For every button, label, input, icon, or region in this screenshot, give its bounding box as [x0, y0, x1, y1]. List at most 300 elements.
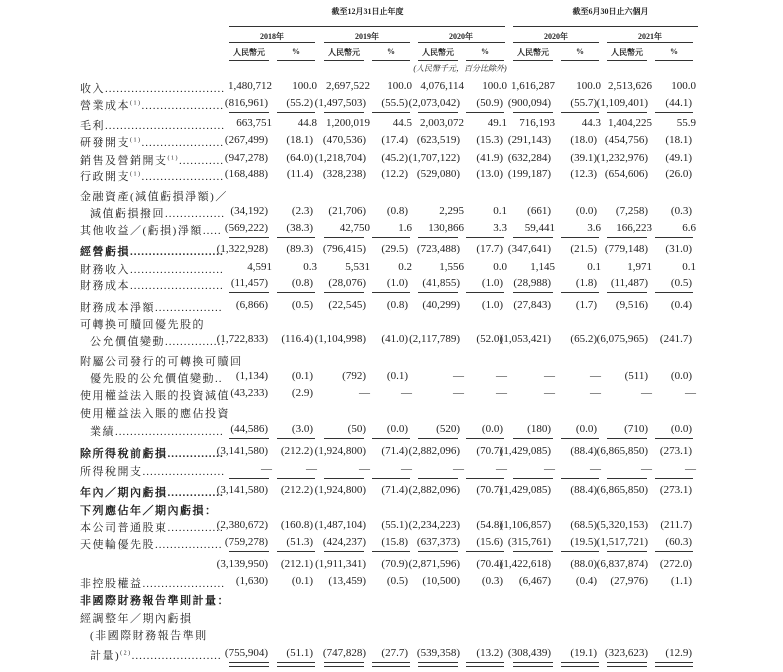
total-double-rule: [561, 662, 599, 667]
row-label: 營業成本$^{(1)}$......................: [80, 100, 224, 112]
subtotal-rule: [418, 438, 458, 439]
value-rmb: (1,911,341): [315, 558, 366, 570]
value-pct: (0.1): [386, 370, 408, 382]
table-row: [0, 575, 783, 591]
leader-dots: ......................: [142, 578, 225, 590]
subtotal-rule: [607, 478, 647, 479]
leader-dots: ......................: [142, 466, 225, 478]
total-double-rule: [372, 662, 410, 667]
value-rmb: (6,865,850): [596, 445, 648, 457]
value-pct: (0.0): [386, 423, 408, 435]
value-pct: 6.6: [682, 222, 696, 234]
subtotal-rule: [513, 551, 553, 552]
value-rmb: (3,139,950): [216, 558, 268, 570]
value-pct: (51.3): [286, 536, 313, 548]
subtotal-rule: [372, 478, 410, 479]
subtotal-rule: [607, 112, 647, 113]
value-rmb: (2,380,672): [216, 519, 268, 531]
value-rmb: (1,429,085): [499, 445, 551, 457]
row-label: 可轉換可贖回優先股的: [80, 319, 205, 331]
subtotal-rule: [561, 237, 599, 238]
rule: [372, 60, 410, 61]
subtotal-rule: [607, 237, 647, 238]
value-pct: (88.4): [570, 484, 597, 496]
row-label: 下列應佔年／期內虧損：: [80, 505, 218, 517]
subtotal-rule: [466, 478, 504, 479]
rule: [418, 60, 458, 61]
rule: [607, 60, 647, 61]
subtotal-rule: [607, 292, 647, 293]
value-pct: (212.1): [280, 558, 313, 570]
table-row: [0, 333, 783, 349]
leader-dots: .........................: [130, 280, 224, 292]
subtotal-rule: [466, 112, 504, 113]
value-rmb: 716,193: [519, 117, 555, 129]
subtotal-rule: [372, 292, 410, 293]
value-rmb: (168,488): [224, 168, 268, 180]
value-rmb: (529,080): [416, 168, 460, 180]
subtotal-rule: [324, 478, 364, 479]
value-pct: (160.8): [280, 519, 313, 531]
table-row: [0, 370, 783, 386]
rule: [655, 60, 693, 61]
value-rmb: 2,697,522: [326, 80, 370, 92]
row-label: 所得稅開支......................: [80, 466, 225, 478]
rule: [466, 60, 504, 61]
value-pct: —: [685, 387, 696, 399]
value-rmb: —: [453, 370, 464, 382]
subtotal-rule: [655, 438, 693, 439]
value-rmb: —: [453, 463, 464, 475]
column-header-pct: %: [670, 47, 678, 56]
footnote-marker: (1): [167, 155, 179, 162]
value-rmb: (40,299): [422, 299, 460, 311]
value-pct: (1.0): [386, 277, 408, 289]
value-rmb: (328,238): [322, 168, 366, 180]
rule: [324, 60, 364, 61]
value-rmb: 1,480,712: [228, 80, 272, 92]
value-pct: (0.8): [386, 205, 408, 217]
value-rmb: (755,904): [224, 647, 268, 659]
value-pct: —: [401, 387, 412, 399]
value-rmb: (747,828): [322, 647, 366, 659]
rule: [277, 60, 315, 61]
value-rmb: (41,855): [422, 277, 460, 289]
column-header-pct: %: [576, 47, 584, 56]
value-rmb: (9,516): [615, 299, 648, 311]
leader-dots: ......................: [141, 100, 224, 112]
value-pct: (17.7): [476, 243, 503, 255]
rule: [418, 42, 505, 43]
table-row: [0, 117, 783, 133]
value-rmb: (1,924,800): [314, 484, 366, 496]
header-six-month-group: 截至6月30日止六個月: [572, 7, 649, 16]
column-header-rmb: 人民幣元: [422, 48, 454, 57]
row-label: 業績.............................: [90, 426, 224, 438]
value-rmb: (6,837,874): [596, 558, 648, 570]
subtotal-rule: [466, 551, 504, 552]
value-pct: (50.9): [476, 97, 503, 109]
value-pct: —: [496, 387, 507, 399]
header-year-2020-6m: 2020年: [544, 32, 568, 41]
subtotal-rule: [277, 551, 315, 552]
row-label: 經營虧損.........................: [80, 246, 224, 258]
value-rmb: (22,545): [328, 299, 366, 311]
row-label: 附屬公司發行的可轉換可贖回: [80, 356, 243, 368]
row-label: 研發開支$^{(1)}$......................: [80, 137, 224, 149]
value-rmb: 2,513,626: [608, 80, 652, 92]
table-row: [0, 222, 783, 238]
value-rmb: (623,519): [416, 134, 460, 146]
value-rmb: (315,761): [507, 536, 551, 548]
value-pct: —: [496, 370, 507, 382]
table-row: [0, 97, 783, 113]
subtotal-rule: [513, 438, 553, 439]
value-pct: (70.9): [381, 558, 408, 570]
value-pct: (44.1): [665, 97, 692, 109]
subtotal-rule: [324, 237, 364, 238]
rule: [607, 42, 693, 43]
value-pct: (0.8): [291, 277, 313, 289]
value-rmb: —: [261, 463, 272, 475]
subtotal-rule: [607, 551, 647, 552]
value-rmb: 663,751: [236, 117, 272, 129]
value-rmb: (2,871,596): [408, 558, 460, 570]
subtotal-rule: [418, 478, 458, 479]
value-rmb: (180): [527, 423, 551, 435]
table-row: [0, 536, 783, 552]
value-pct: (55.7): [570, 97, 597, 109]
value-pct: 1.6: [398, 222, 412, 234]
value-rmb: (27,976): [610, 575, 648, 587]
table-row: [0, 405, 783, 421]
header-year-2021-6m: 2021年: [638, 32, 662, 41]
value-pct: (0.1): [291, 370, 313, 382]
value-rmb: (5,320,153): [596, 519, 648, 531]
value-rmb: 1,145: [530, 261, 555, 273]
subtotal-rule: [324, 551, 364, 552]
subtotal-rule: [466, 292, 504, 293]
value-rmb: (1,722,833): [216, 333, 268, 345]
value-pct: —: [590, 387, 601, 399]
subtotal-rule: [513, 112, 553, 113]
value-pct: (45.2): [381, 152, 408, 164]
value-rmb: —: [359, 463, 370, 475]
total-double-rule: [324, 662, 364, 667]
total-double-rule: [607, 662, 647, 667]
value-rmb: (13,459): [328, 575, 366, 587]
row-label: 計量)$^{(2)}$........................: [90, 650, 222, 662]
leader-dots: ......................: [141, 171, 224, 183]
subtotal-rule: [372, 551, 410, 552]
table-row: [0, 463, 783, 479]
rule: [561, 60, 599, 61]
total-double-rule: [229, 662, 269, 667]
subtotal-rule: [466, 438, 504, 439]
leader-dots: .............................: [115, 426, 224, 438]
value-pct: (2.3): [291, 205, 313, 217]
value-pct: (12.3): [570, 168, 597, 180]
value-rmb: —: [453, 387, 464, 399]
table-row: [0, 353, 783, 369]
leader-dots: ...............: [167, 487, 224, 499]
table-row: [0, 387, 783, 403]
value-pct: (12.2): [381, 168, 408, 180]
table-row: [0, 423, 783, 439]
value-pct: (15.8): [381, 536, 408, 548]
value-rmb: (792): [342, 370, 366, 382]
row-label: 財務成本淨額..................: [80, 302, 223, 314]
value-pct: 49.1: [487, 117, 507, 129]
column-header-pct: %: [387, 47, 395, 56]
value-pct: (1.0): [481, 277, 503, 289]
value-pct: (0.3): [670, 205, 692, 217]
value-pct: —: [401, 463, 412, 475]
value-rmb: (2,234,223): [408, 519, 460, 531]
value-pct: (19.1): [570, 647, 597, 659]
value-rmb: (199,187): [507, 168, 551, 180]
value-rmb: (28,988): [513, 277, 551, 289]
subtotal-rule: [418, 112, 458, 113]
table-row: [0, 168, 783, 184]
table-row: [0, 188, 783, 204]
value-rmb: (2,073,042): [408, 97, 460, 109]
value-pct: 100.0: [576, 80, 601, 92]
value-rmb: —: [544, 370, 555, 382]
value-rmb: (6,865,850): [596, 484, 648, 496]
subtotal-rule: [277, 478, 315, 479]
value-rmb: (637,373): [416, 536, 460, 548]
value-rmb: 42,750: [339, 222, 370, 234]
value-rmb: (1,218,704): [314, 152, 366, 164]
value-rmb: (308,439): [507, 647, 551, 659]
value-pct: (0.5): [386, 575, 408, 587]
row-label: 其他收益／(虧損)淨額.....: [80, 225, 222, 237]
value-pct: (70.7): [476, 445, 503, 457]
value-pct: (0.5): [670, 277, 692, 289]
row-label: 優先股的公允價值變動..: [90, 373, 223, 385]
value-pct: (11.4): [286, 168, 313, 180]
subtotal-rule: [655, 292, 693, 293]
footnote-marker: (1): [130, 171, 142, 178]
row-label: 使用權益法入賬的應佔投資: [80, 408, 230, 420]
subtotal-rule: [418, 292, 458, 293]
row-label: 行政開支$^{(1)}$......................: [80, 171, 224, 183]
row-label: 非控股權益......................: [80, 578, 225, 590]
value-pct: (212.2): [280, 445, 313, 457]
total-double-rule: [466, 662, 504, 667]
value-pct: (60.3): [665, 536, 692, 548]
value-pct: (3.0): [291, 423, 313, 435]
table-row: [0, 134, 783, 150]
value-rmb: (21,706): [328, 205, 366, 217]
value-rmb: (632,284): [507, 152, 551, 164]
value-rmb: (11,487): [610, 277, 648, 289]
value-rmb: (569,222): [224, 222, 268, 234]
row-label: 天使輪優先股..................: [80, 539, 223, 551]
value-rmb: 1,971: [627, 261, 652, 273]
subtotal-rule: [513, 478, 553, 479]
value-pct: (49.1): [665, 152, 692, 164]
column-header-pct: %: [292, 47, 300, 56]
row-label: 公允價值變動................: [90, 336, 225, 348]
value-pct: (211.7): [660, 519, 692, 531]
rule: [513, 42, 599, 43]
value-rmb: (1,497,503): [314, 97, 366, 109]
value-pct: (18.1): [286, 134, 313, 146]
value-rmb: 166,223: [616, 222, 652, 234]
value-pct: —: [590, 463, 601, 475]
value-pct: (1.7): [575, 299, 597, 311]
value-rmb: (779,148): [604, 243, 648, 255]
value-rmb: (1,322,928): [216, 243, 268, 255]
value-pct: (41.9): [476, 152, 503, 164]
value-rmb: (6,075,965): [596, 333, 648, 345]
subtotal-rule: [324, 112, 364, 113]
table-row: [0, 558, 783, 574]
value-rmb: (44,586): [230, 423, 268, 435]
table-row: [0, 519, 783, 535]
subtotal-rule: [229, 438, 269, 439]
value-pct: 0.2: [398, 261, 412, 273]
value-rmb: (50): [347, 423, 366, 435]
subtotal-rule: [229, 112, 269, 113]
leader-dots: ............: [179, 155, 224, 167]
leader-dots: ...............: [167, 448, 224, 460]
subtotal-rule: [418, 237, 458, 238]
value-pct: (1.0): [481, 299, 503, 311]
subtotal-rule: [229, 551, 269, 552]
value-rmb: (900,094): [507, 97, 551, 109]
value-rmb: (43,233): [230, 387, 268, 399]
leader-dots: ..................: [155, 302, 223, 314]
value-rmb: (6,467): [518, 575, 551, 587]
value-rmb: (267,499): [224, 134, 268, 146]
subtotal-rule: [655, 478, 693, 479]
value-pct: (39.1): [570, 152, 597, 164]
table-row: [0, 484, 783, 500]
value-pct: (52.0): [476, 333, 503, 345]
value-rmb: (27,843): [513, 299, 551, 311]
rule: [229, 42, 315, 43]
value-pct: 0.0: [493, 261, 507, 273]
value-rmb: 1,616,287: [511, 80, 555, 92]
value-rmb: (424,237): [322, 536, 366, 548]
subtotal-rule: [324, 438, 364, 439]
value-rmb: —: [544, 387, 555, 399]
header-rule-6m: [513, 26, 698, 27]
leader-dots: .....: [202, 225, 222, 237]
rule: [513, 60, 553, 61]
value-rmb: 4,076,114: [420, 80, 464, 92]
value-pct: (65.2): [570, 333, 597, 345]
row-label: 本公司普通股東...............: [80, 522, 224, 534]
value-pct: (1.1): [670, 575, 692, 587]
value-rmb: (1,517,721): [596, 536, 648, 548]
value-pct: (88.0): [570, 558, 597, 570]
value-pct: 100.0: [292, 80, 317, 92]
value-pct: (89.3): [286, 243, 313, 255]
value-rmb: (11,457): [230, 277, 268, 289]
table-row: [0, 610, 783, 626]
value-rmb: (7,258): [615, 205, 648, 217]
value-pct: (51.1): [286, 647, 313, 659]
table-row: [0, 205, 783, 221]
row-label: 減值虧損撥回................: [90, 208, 225, 220]
value-rmb: (816,961): [224, 97, 268, 109]
value-pct: (21.5): [570, 243, 597, 255]
subtotal-rule: [229, 237, 269, 238]
row-label: 使用權益法入賬的投資減值: [80, 390, 230, 402]
value-pct: (55.2): [286, 97, 313, 109]
table-row: [0, 277, 783, 293]
value-rmb: 1,200,019: [326, 117, 370, 129]
value-rmb: 2,003,072: [420, 117, 464, 129]
value-pct: (0.5): [291, 299, 313, 311]
value-rmb: (2,117,789): [409, 333, 460, 345]
value-rmb: (3,141,580): [216, 484, 268, 496]
value-pct: (12.9): [665, 647, 692, 659]
value-rmb: (723,488): [416, 243, 460, 255]
footnote-marker: (1): [130, 137, 142, 144]
value-pct: (38.3): [286, 222, 313, 234]
leader-dots: ..: [215, 373, 223, 385]
subtotal-rule: [466, 237, 504, 238]
column-header-rmb: 人民幣元: [611, 48, 643, 57]
subtotal-rule: [324, 292, 364, 293]
row-label: 毛利................................: [80, 120, 225, 132]
leader-dots: ................: [165, 208, 225, 220]
column-header-rmb: 人民幣元: [517, 48, 549, 57]
value-rmb: (1,106,857): [499, 519, 551, 531]
value-rmb: (1,232,976): [596, 152, 648, 164]
column-header-rmb: 人民幣元: [328, 48, 360, 57]
table-row: [0, 299, 783, 315]
value-pct: (0.3): [481, 575, 503, 587]
table-row: [0, 445, 783, 461]
value-pct: (0.4): [670, 299, 692, 311]
value-pct: (0.0): [670, 423, 692, 435]
total-double-rule: [418, 662, 458, 667]
subtotal-rule: [561, 292, 599, 293]
value-rmb: —: [359, 387, 370, 399]
table-row: [0, 627, 783, 643]
value-rmb: (947,278): [224, 152, 268, 164]
table-row: [0, 592, 783, 608]
table-row: [0, 647, 783, 663]
subtotal-rule: [655, 237, 693, 238]
row-label: 財務成本.........................: [80, 280, 224, 292]
value-rmb: 4,591: [247, 261, 272, 273]
value-pct: (29.5): [381, 243, 408, 255]
value-rmb: (661): [527, 205, 551, 217]
table-row: [0, 502, 783, 518]
value-rmb: (1,134): [235, 370, 268, 382]
value-pct: (0.4): [575, 575, 597, 587]
header-year-2018: 2018年: [260, 32, 284, 41]
leader-dots: ................: [165, 336, 225, 348]
value-rmb: (454,756): [604, 134, 648, 146]
value-rmb: (6,866): [235, 299, 268, 311]
leader-dots: ......................: [141, 137, 224, 149]
subtotal-rule: [372, 438, 410, 439]
leader-dots: ..................: [155, 539, 223, 551]
value-pct: (71.4): [381, 484, 408, 496]
value-pct: (15.3): [476, 134, 503, 146]
value-rmb: (1,053,421): [499, 333, 551, 345]
subtotal-rule: [607, 438, 647, 439]
total-double-rule: [513, 662, 553, 667]
